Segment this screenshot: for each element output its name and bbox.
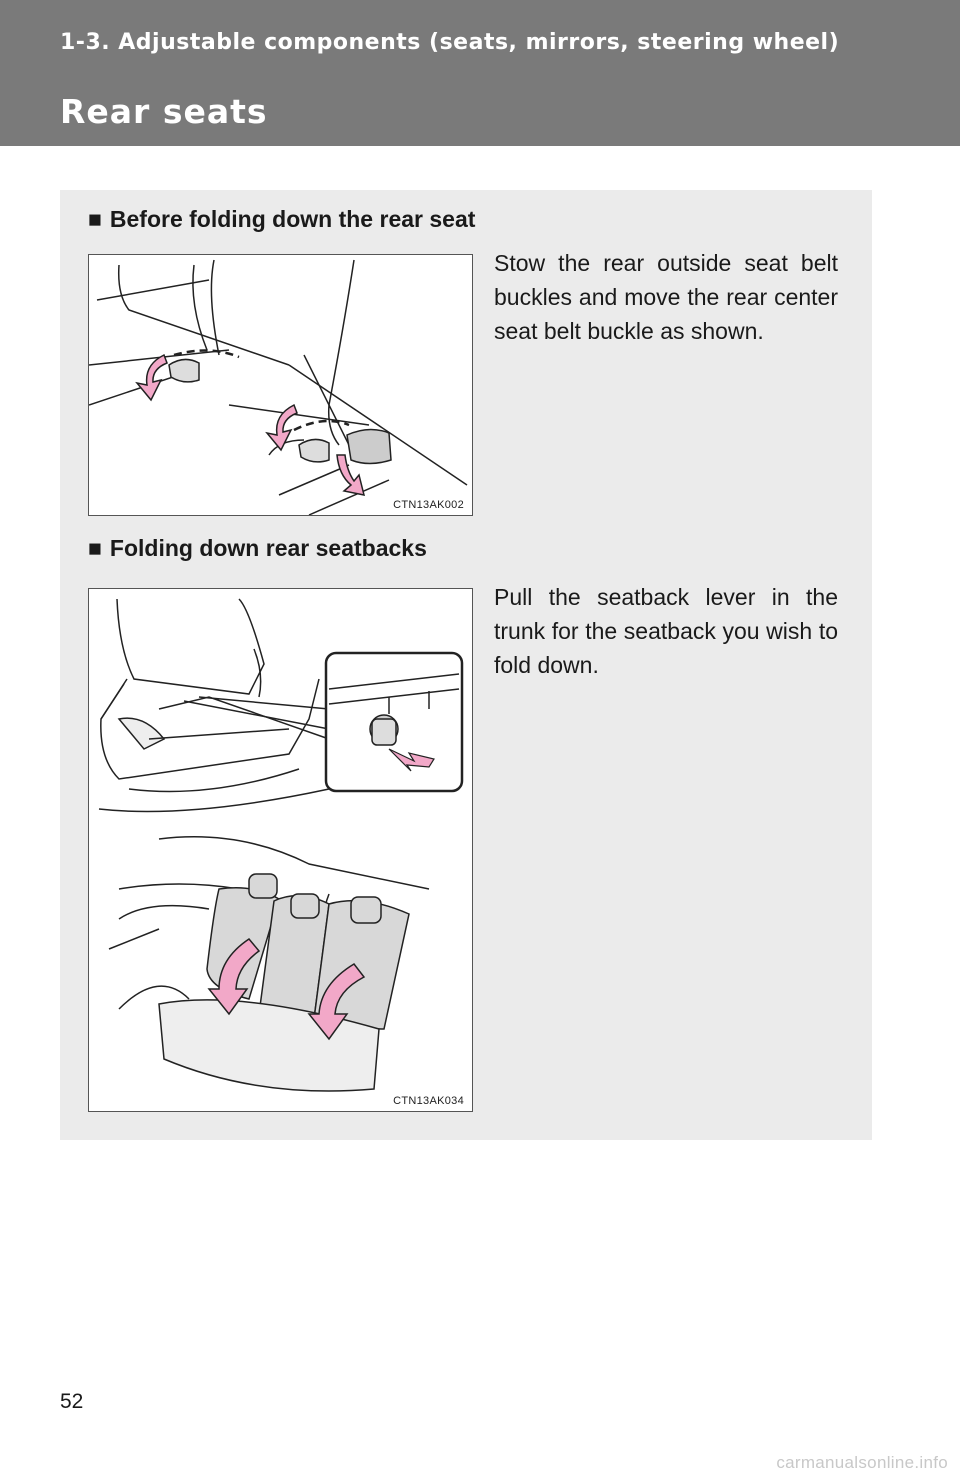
figure-code: CTN13AK002: [393, 499, 464, 511]
instruction-text-pull-lever: Pull the seatback lever in the trunk for the seatback you wish to fold down.: [494, 584, 838, 678]
subheading-text: Folding down rear seatbacks: [109, 535, 427, 561]
seat-belt-buckle-illustration-icon: [89, 255, 472, 515]
instruction-text-stow-buckles: Stow the rear outside seat belt buckles and move the rear center seat belt buckle as shown.: [494, 250, 838, 344]
figure-seat-belt-buckles: [88, 254, 473, 516]
watermark: carmanualsonline.info: [776, 1453, 948, 1472]
figure-code: CTN13AK034: [393, 1095, 464, 1107]
subheading-before-folding: [88, 206, 475, 233]
page-title: Rear seats: [60, 92, 268, 131]
page-header: [0, 0, 960, 146]
section-label: 1-3. Adjustable components (seats, mirrors, steering wheel): [60, 30, 840, 55]
seatback-fold-illustration-icon: [89, 589, 472, 1111]
page-number: 52: [60, 1390, 84, 1413]
subheading-text: Before folding down the rear seat: [109, 206, 476, 232]
subheading-folding-seatbacks: [88, 535, 427, 562]
figure-seatback-folding: [88, 588, 473, 1112]
square-bullet-icon: ■: [88, 206, 102, 232]
square-bullet-icon: ■: [88, 535, 102, 561]
